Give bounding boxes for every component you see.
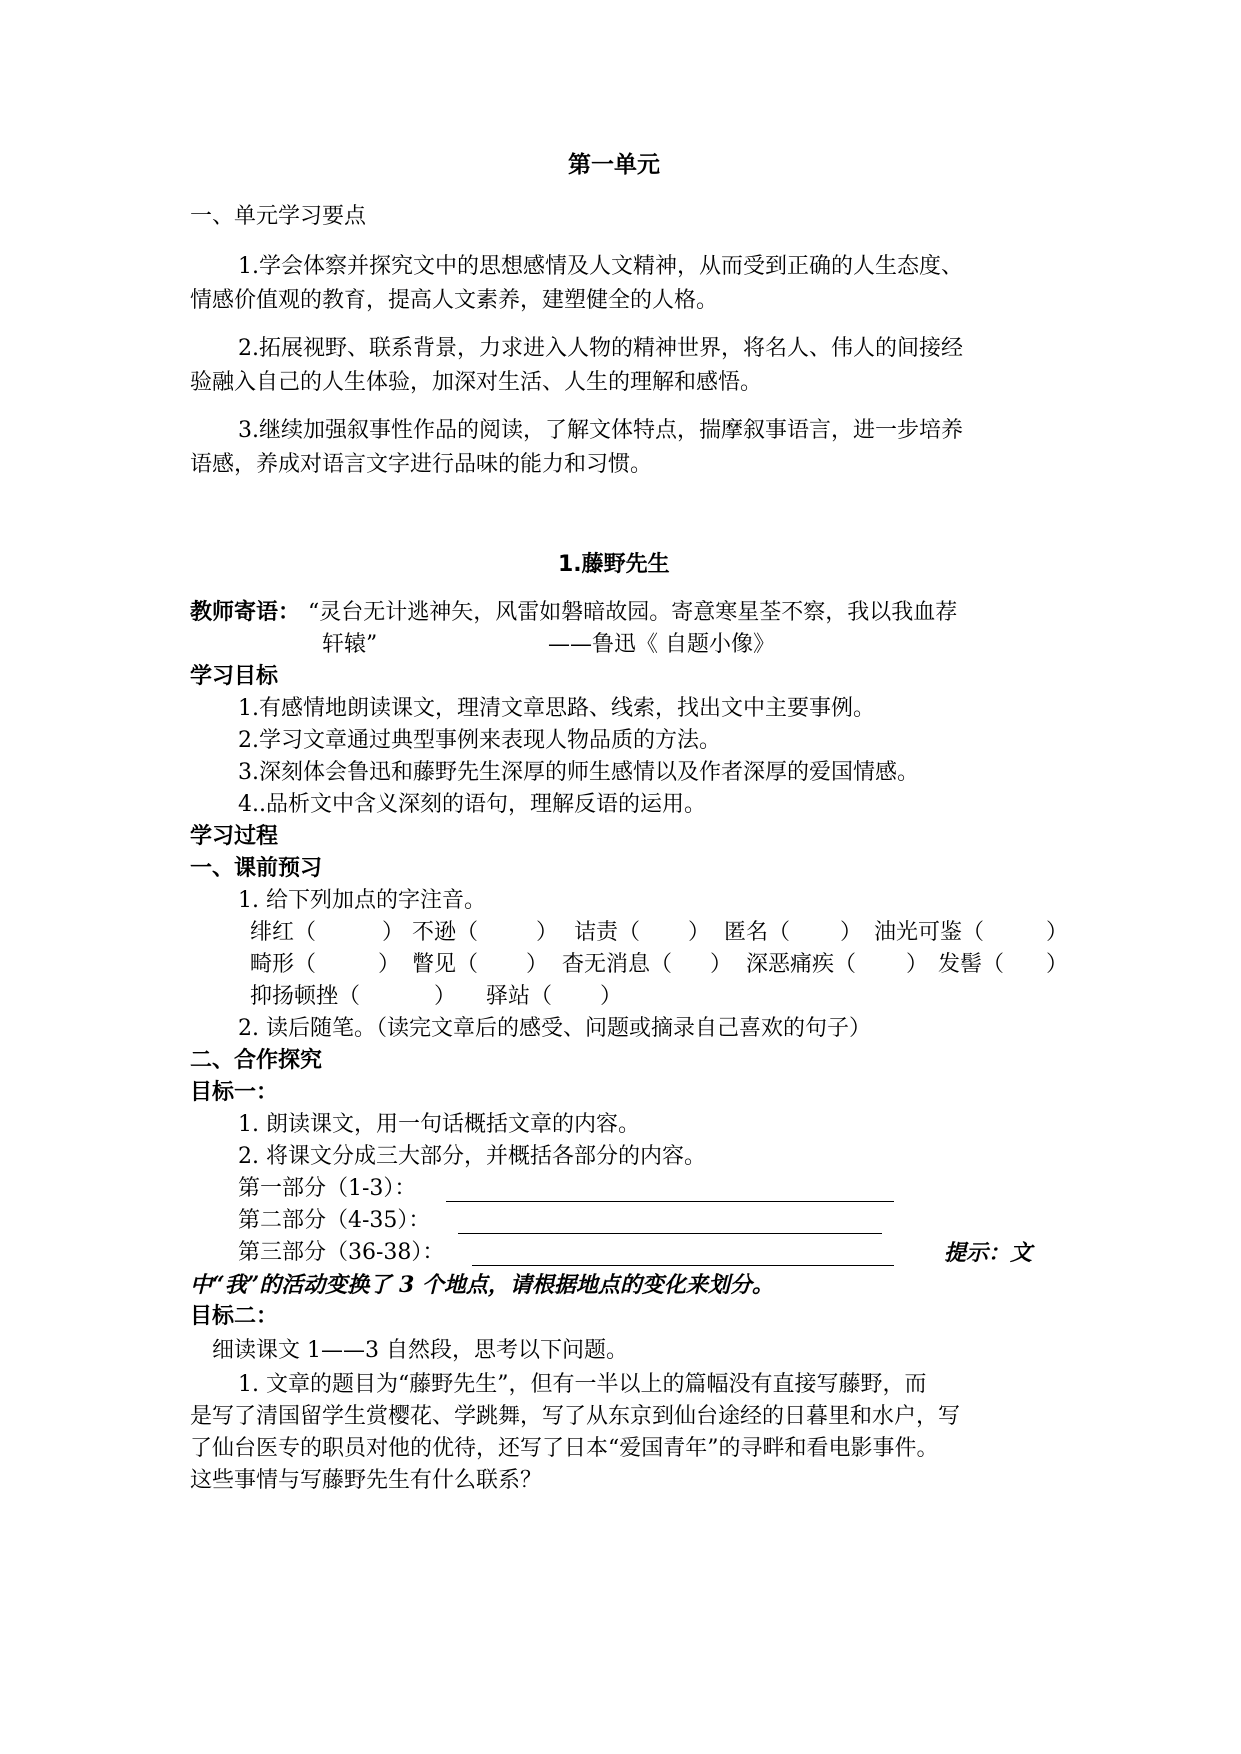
pinyin-item: 抑扬顿挫（ — [250, 984, 361, 1009]
point-3-line-1: 3.继续加强叙事性作品的阅读，了解文体特点，揣摩叙事语言，进一步培养 — [238, 418, 963, 443]
point-1-line-1: 1.学会体察并探究文中的思想感情及人文精神，从而受到正确的人生态度、 — [238, 254, 963, 279]
goal-1-question-2: 2. 将课文分成三大部分，并概括各部分的内容。 — [238, 1144, 706, 1169]
part-1-label: 第一部分（1-3）： — [238, 1176, 417, 1201]
point-1-line-2: 情感价值观的教育，提高人文素养，建塑健全的人格。 — [190, 288, 719, 313]
goal-1-question-1: 1. 朗读课文，用一句话概括文章的内容。 — [238, 1112, 640, 1137]
pinyin-item: 驿站（ — [486, 984, 553, 1009]
part-3-answer-line[interactable] — [472, 1265, 894, 1266]
pinyin-item-close: ） — [1046, 952, 1069, 977]
pinyin-item-close: ） — [906, 952, 929, 977]
part-1-answer-line[interactable] — [446, 1201, 894, 1202]
goal-2-question-line: 这些事情与写藤野先生有什么联系？ — [190, 1468, 543, 1493]
pinyin-item-close: ） — [526, 952, 549, 977]
pinyin-item-close: ） — [710, 952, 733, 977]
pinyin-item-close: ） — [434, 984, 457, 1009]
part-2-label: 第二部分（4-35）： — [238, 1208, 431, 1233]
cooperate-heading: 二、合作探究 — [190, 1048, 323, 1073]
objective-item: 3.深刻体会鲁迅和藤野先生深厚的师生感情以及作者深厚的爱国情感。 — [238, 760, 919, 785]
preview-question-1: 1. 给下列加点的字注音。 — [238, 888, 486, 913]
teacher-note-line-2a: 轩辕” — [322, 632, 378, 657]
pinyin-item: 匿名（ — [724, 920, 791, 945]
part-3-label: 第三部分（36-38）： — [238, 1240, 445, 1265]
objectives-heading: 学习目标 — [190, 664, 279, 689]
pinyin-item-close: ） — [600, 984, 623, 1009]
point-2-line-1: 2.拓展视野、联系背景，力求进入人物的精神世界，将名人、伟人的间接经 — [238, 336, 963, 361]
hint-label: 提示：文 — [944, 1240, 1033, 1266]
pinyin-item: 发髻（ — [938, 952, 1005, 977]
goal-2-intro: 细读课文 1——3 自然段，思考以下问题。 — [212, 1338, 628, 1363]
pinyin-item: 诘责（ — [574, 920, 641, 945]
hint-text: 中“我”的活动变换了 3 个地点，请根据地点的变化来划分。 — [190, 1272, 774, 1298]
goal-2-question-line: 了仙台医专的职员对他的优待，还写了日本“爱国青年”的寻畔和看电影事件。 — [190, 1436, 939, 1461]
objective-item: 2.学习文章通过典型事例来表现人物品质的方法。 — [238, 728, 721, 753]
pinyin-item-close: ） — [536, 920, 559, 945]
pinyin-item: 绯红（ — [250, 920, 317, 945]
part-2-answer-line[interactable] — [458, 1233, 882, 1234]
point-2-line-2: 验融入自己的人生体验，加深对生活、人生的理解和感悟。 — [190, 370, 763, 395]
lesson-title: 1.藤野先生 — [558, 552, 670, 577]
teacher-note-label: 教师寄语： — [190, 600, 301, 625]
teacher-note-line-1: “灵台无计逃神矢，风雷如磐暗故园。寄意寒星荃不察，我以我血荐 — [308, 600, 958, 625]
objective-item: 1.有感情地朗读课文，理清文章思路、线索，找出文中主要事例。 — [238, 696, 875, 721]
pinyin-item: 瞥见（ — [412, 952, 479, 977]
pinyin-item-close: ） — [378, 952, 401, 977]
unit-title: 第一单元 — [568, 152, 660, 178]
pinyin-item: 深恶痛疾（ — [746, 952, 857, 977]
goal-2-label: 目标二： — [190, 1304, 279, 1329]
process-heading: 学习过程 — [190, 824, 279, 849]
pinyin-item: 不逊（ — [412, 920, 479, 945]
section-heading-unit-points: 一、单元学习要点 — [190, 204, 367, 229]
pinyin-item-close: ） — [688, 920, 711, 945]
goal-2-question-line: 是写了清国留学生赏樱花、学跳舞，写了从东京到仙台途经的日暮里和水户，写 — [190, 1404, 961, 1429]
pinyin-item: 油光可鉴（ — [874, 920, 985, 945]
preview-question-2: 2. 读后随笔。（读完文章后的感受、问题或摘录自己喜欢的句子） — [238, 1016, 871, 1041]
pinyin-item-close: ） — [840, 920, 863, 945]
pinyin-item: 杳无消息（ — [562, 952, 673, 977]
pinyin-item-close: ） — [382, 920, 405, 945]
preview-heading: 一、课前预习 — [190, 856, 323, 881]
pinyin-item-close: ） — [1046, 920, 1069, 945]
teacher-note-line-2b: ——鲁迅《 自题小像》 — [548, 632, 775, 657]
goal-2-question-line: 1. 文章的题目为“藤野先生”，但有一半以上的篇幅没有直接写藤野，而 — [238, 1372, 927, 1397]
objective-item: 4..品析文中含义深刻的语句，理解反语的运用。 — [238, 792, 706, 817]
point-3-line-2: 语感，养成对语言文字进行品味的能力和习惯。 — [190, 452, 653, 477]
goal-1-label: 目标一： — [190, 1080, 279, 1105]
pinyin-item: 畸形（ — [250, 952, 317, 977]
